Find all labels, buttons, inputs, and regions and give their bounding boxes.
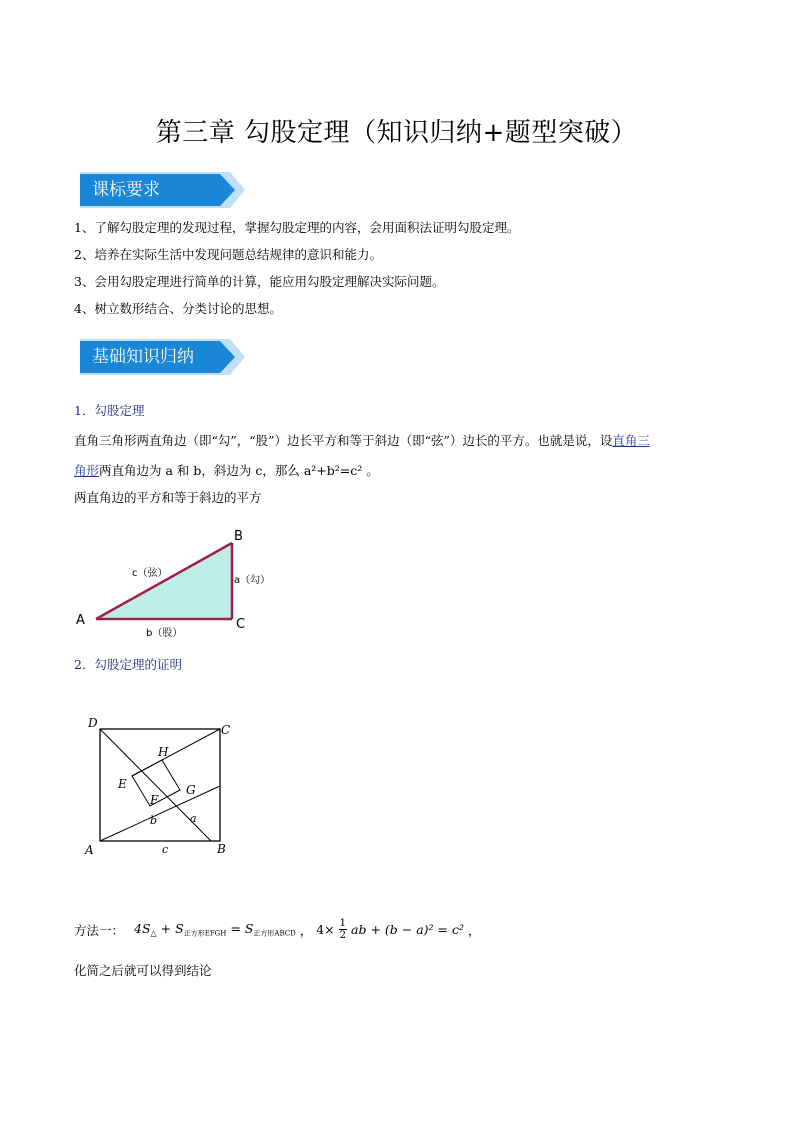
- formula-separator: ，: [299, 922, 313, 938]
- theorem-text-line1: [74, 431, 650, 449]
- method-label: 方法一：: [74, 922, 125, 938]
- label-c: C: [221, 723, 231, 737]
- theorem-text: 直角三角形两直角边（即“勾”，“股”）边长平方和等于斜边（即“弦”）边长的平方。也就是说，设: [74, 433, 613, 448]
- formula-equals: =: [230, 921, 241, 937]
- topic1-heading: 1．勾股定理: [74, 403, 145, 418]
- formula2-fraction: [339, 918, 347, 941]
- label-d: D: [88, 716, 98, 730]
- formula-s: S: [244, 921, 254, 937]
- fraction-numerator: 1: [339, 918, 347, 929]
- formula-sub-triangle: △: [150, 928, 157, 938]
- basics-banner: [80, 339, 245, 375]
- label-side-b: b: [150, 814, 158, 827]
- right-triangle-link[interactable]: 直角三: [612, 433, 650, 448]
- label-e: E: [118, 777, 127, 791]
- list-item: 3、会用勾股定理进行简单的计算，能应用勾股定理解决实际问题。: [74, 274, 445, 289]
- square-proof-figure: [80, 712, 250, 862]
- vertex-b-label: B: [234, 529, 243, 544]
- vertex-a-label: A: [76, 613, 85, 628]
- list-item: 1、了解勾股定理的发现过程，掌握勾股定理的内容，会用面积法证明勾股定理。: [74, 220, 520, 235]
- formula2-rest: + (b − a)² = c²: [370, 922, 464, 937]
- label-side-c: c: [162, 843, 169, 856]
- vertical-side-label: a（勾）: [234, 575, 271, 586]
- conclusion-text: 化简之后就可以得到结论: [74, 963, 212, 978]
- formula-two: [316, 918, 464, 941]
- formula-part: [134, 920, 296, 939]
- list-item: 2、培养在实际生活中发现问题总结规律的意识和能力。: [74, 247, 382, 262]
- line-a-to-g: [100, 786, 220, 841]
- label-g: G: [186, 783, 196, 797]
- base-side-label: b（股）: [146, 628, 183, 639]
- theorem-formula-text: 两直角边为 a 和 b，斜边为 c，那么 a²+b²=c² 。: [99, 463, 379, 478]
- fraction-denominator: 2: [339, 930, 347, 941]
- topic2-heading: 2．勾股定理的证明: [74, 657, 182, 672]
- label-side-a: a: [190, 812, 197, 825]
- theorem-text-line2: [74, 461, 379, 479]
- label-f: F: [150, 793, 159, 807]
- list-item: 4、树立数形结合、分类讨论的思想。: [74, 301, 282, 316]
- method-one-formula: [74, 918, 480, 941]
- requirements-list: [74, 219, 754, 327]
- label-h: H: [158, 745, 169, 759]
- formula-sub-abcd: 正方形ABCD: [253, 929, 296, 938]
- formula2-ab: ab: [351, 922, 367, 937]
- label-a: A: [85, 843, 94, 857]
- formula2-coeff: 4×: [316, 922, 335, 937]
- formula-sub-efgh: 正方形EFGH: [183, 929, 227, 938]
- label-b: B: [217, 842, 226, 856]
- formula-coeff: 4: [134, 921, 142, 937]
- basics-banner-label: 基础知识归纳: [92, 347, 194, 367]
- formula-end: ，: [467, 922, 481, 938]
- hypotenuse-label: c（弦）: [132, 568, 168, 579]
- requirements-banner-label: 课标要求: [92, 180, 160, 200]
- formula-s: S: [141, 921, 151, 937]
- theorem-summary: 两直角边的平方和等于斜边的平方: [74, 490, 262, 505]
- vertex-c-label: C: [236, 617, 246, 632]
- triangle-figure: [74, 525, 294, 650]
- requirements-banner: [80, 172, 245, 208]
- formula-s: S: [175, 921, 184, 937]
- right-triangle-link-cont[interactable]: 角形: [74, 463, 100, 478]
- page-title: 第三章 勾股定理（知识归纳+题型突破）: [155, 118, 638, 148]
- formula-plus: +: [160, 921, 172, 937]
